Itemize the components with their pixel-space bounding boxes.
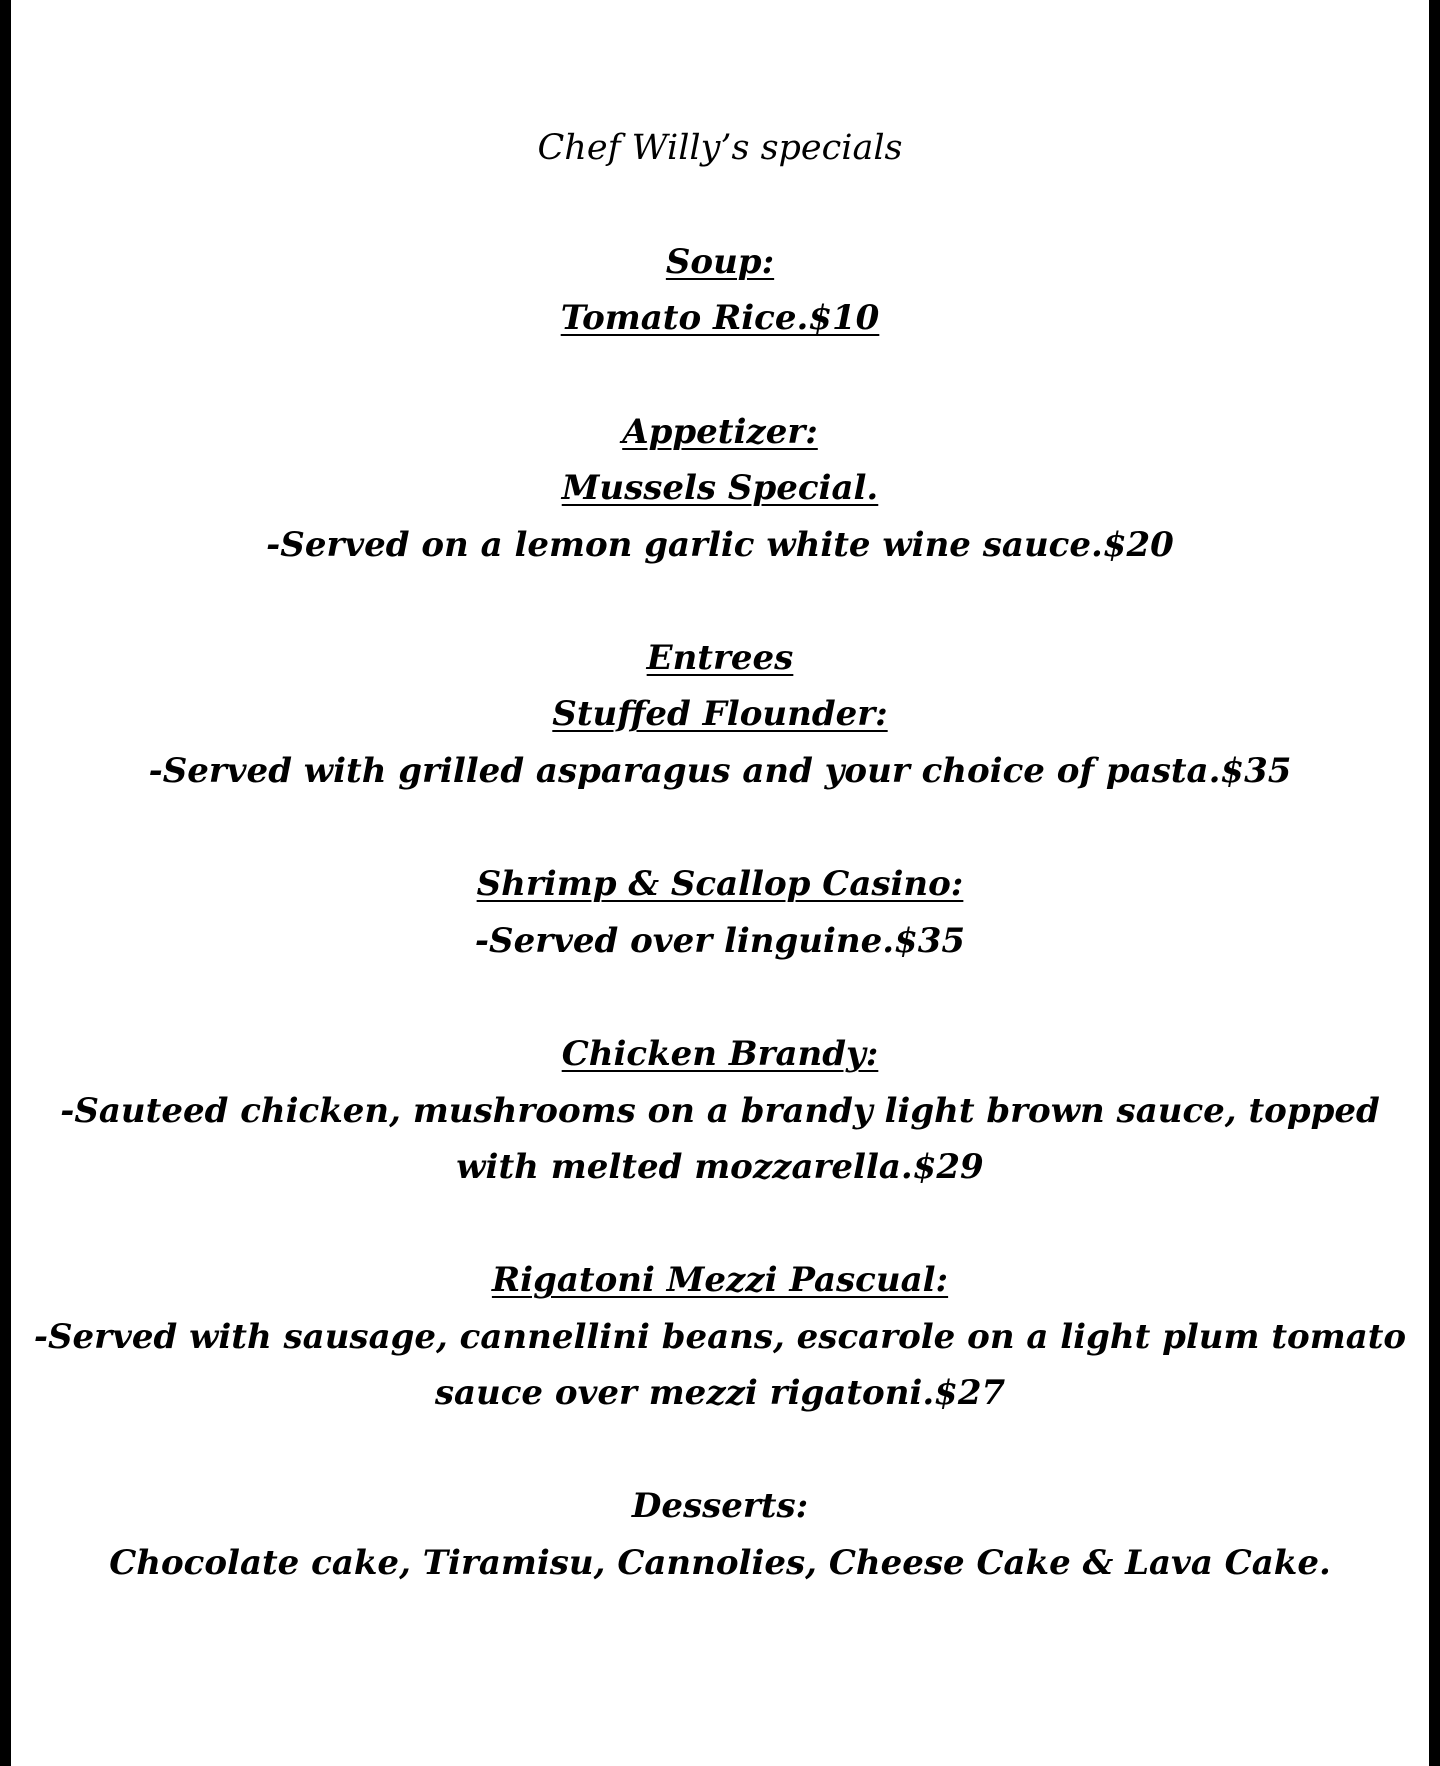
menu-title: Chef Willy’s specials (537, 128, 903, 168)
entree-name: Chicken Brandy: (561, 1034, 879, 1074)
entree-description: with melted mozzarella.$29 (456, 1147, 984, 1187)
entree-description: -Served over linguine.$35 (474, 921, 966, 961)
menu-page (11, 0, 1429, 1766)
soup-item: Tomato Rice.$10 (560, 298, 880, 338)
entrees-heading: Entrees (646, 638, 794, 678)
appetizer-description: -Served on a lemon garlic white wine sauce.$20 (266, 525, 1174, 565)
appetizer-heading: Appetizer: (622, 412, 818, 452)
entree-description: sauce over mezzi rigatoni.$27 (434, 1373, 1006, 1413)
entree-name: Rigatoni Mezzi Pascual: (491, 1260, 949, 1300)
desserts-heading: Desserts: (631, 1486, 809, 1526)
appetizer-item: Mussels Special. (561, 468, 879, 508)
entree-name: Shrimp & Scallop Casino: (476, 864, 964, 904)
soup-heading: Soup: (665, 242, 775, 282)
entree-description: -Served with grilled asparagus and your choice of pasta.$35 (148, 751, 1292, 791)
entree-description: -Served with sausage, cannellini beans, escarole on a light plum tomato (33, 1317, 1407, 1357)
entree-description: -Sauteed chicken, mushrooms on a brandy light brown sauce, topped (60, 1091, 1380, 1131)
entree-name: Stuffed Flounder: (552, 694, 888, 734)
desserts-items: Chocolate cake, Tiramisu, Cannolies, Cheese Cake & Lava Cake. (109, 1543, 1331, 1583)
